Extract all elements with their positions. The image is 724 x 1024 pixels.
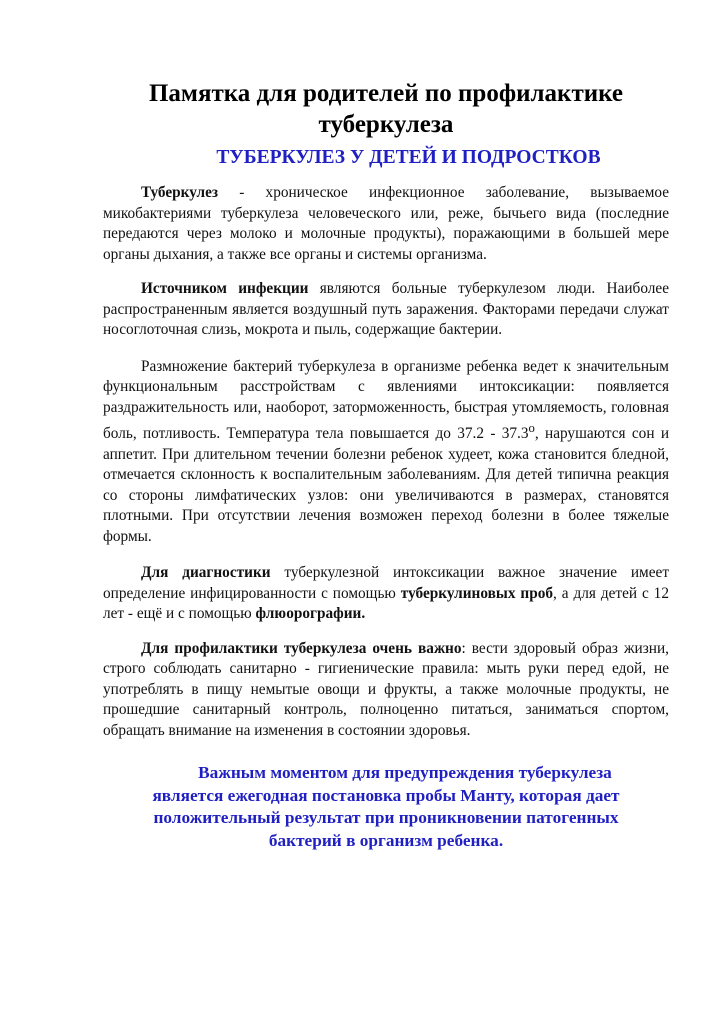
diagnostics-text-part-2: , а для детей с 12 лет - ещё и с помощью	[103, 584, 669, 623]
title-line-2: туберкулеза	[318, 111, 454, 138]
closing-line-1: Важным моментом для предупреждения туберкулеза	[198, 763, 612, 783]
degree-mark: о	[528, 421, 535, 435]
term-fluorography: флюорографии.	[255, 605, 366, 623]
paragraph-diagnostics	[103, 563, 669, 625]
symptoms-text-part-2: , нарушаются сон и аппетит. При длительном течении болезни ребенок худеет, кожа становится бледной, отмечается склонность к воспалительным заболеваниям. Для детей типична реакция со стороны лимфатических узлов: они увеличиваются в размерах, становятся плотными. При отсутствии лечения возможен переход болезни в более тяжелые формы.	[103, 425, 670, 545]
page-title	[103, 78, 669, 140]
term-infection-source: Источником инфекции	[141, 280, 309, 297]
paragraph-definition	[103, 183, 669, 265]
title-line-1: Памятка для родителей по профилактике	[148, 80, 624, 107]
symptoms-text-part-1: Размножение бактерий туберкулеза в организме ребенка ведет к значительным функциональным расстройствам с явлениями интоксикации: появляется раздражительность или, наоборот, заторможенность, быстрая утомляемость, головная боль, потливость. Температура тела повышается до 37.2 - 37.3	[103, 357, 669, 443]
paragraph-infection-source	[103, 279, 669, 341]
closing-line-2: является ежегодная постановка пробы Манту, которая дает	[152, 785, 620, 805]
paragraph-prevention	[103, 639, 669, 742]
closing-note	[103, 762, 669, 852]
closing-line-3: положительный результат при проникновении патогенных	[153, 808, 619, 828]
infection-source-text: являются больные туберкулезом люди. Наиболее распространенным является воздушный путь заражения. Факторами передачи служат носоглоточная слизь, мокрота и пыль, содержащие бактерии.	[103, 280, 669, 338]
term-prevention: Для профилактики туберкулеза очень важно	[141, 639, 462, 657]
section-subtitle: ТУБЕРКУЛЕЗ У ДЕТЕЙ И ПОДРОСТКОВ	[216, 147, 601, 168]
diagnostics-text-part-1: туберкулезной интоксикации важное значение имеет определение инфицированности с помощью	[103, 564, 670, 602]
definition-text: - хроническое инфекционное заболевание, вызываемое микобактериями туберкулеза человеческого или, реже, бычьего вида (последние передаются через молоко и молочные продукты), поражающими в большей мере органы дыхания, а также все органы и системы организма.	[103, 184, 669, 263]
term-tuberculosis: Туберкулез	[141, 184, 219, 201]
term-tuberculin-tests: туберкулиновых проб	[400, 584, 553, 602]
term-diagnostics: Для диагностики	[141, 564, 271, 582]
prevention-text: : вести здоровый образ жизни, строго соблюдать санитарно - гигиенические правила: мыть руки перед едой, не употреблять в пищу немытые овощи и фрукты, а также молочные продукты, не прошедшие санитарный контроль, полноценно питаться, заниматься спортом, обращать внимание на изменения в состоянии здоровья.	[103, 639, 669, 739]
closing-line-4: бактерий в организм ребенка.	[268, 830, 504, 850]
paragraph-symptoms	[103, 357, 669, 548]
